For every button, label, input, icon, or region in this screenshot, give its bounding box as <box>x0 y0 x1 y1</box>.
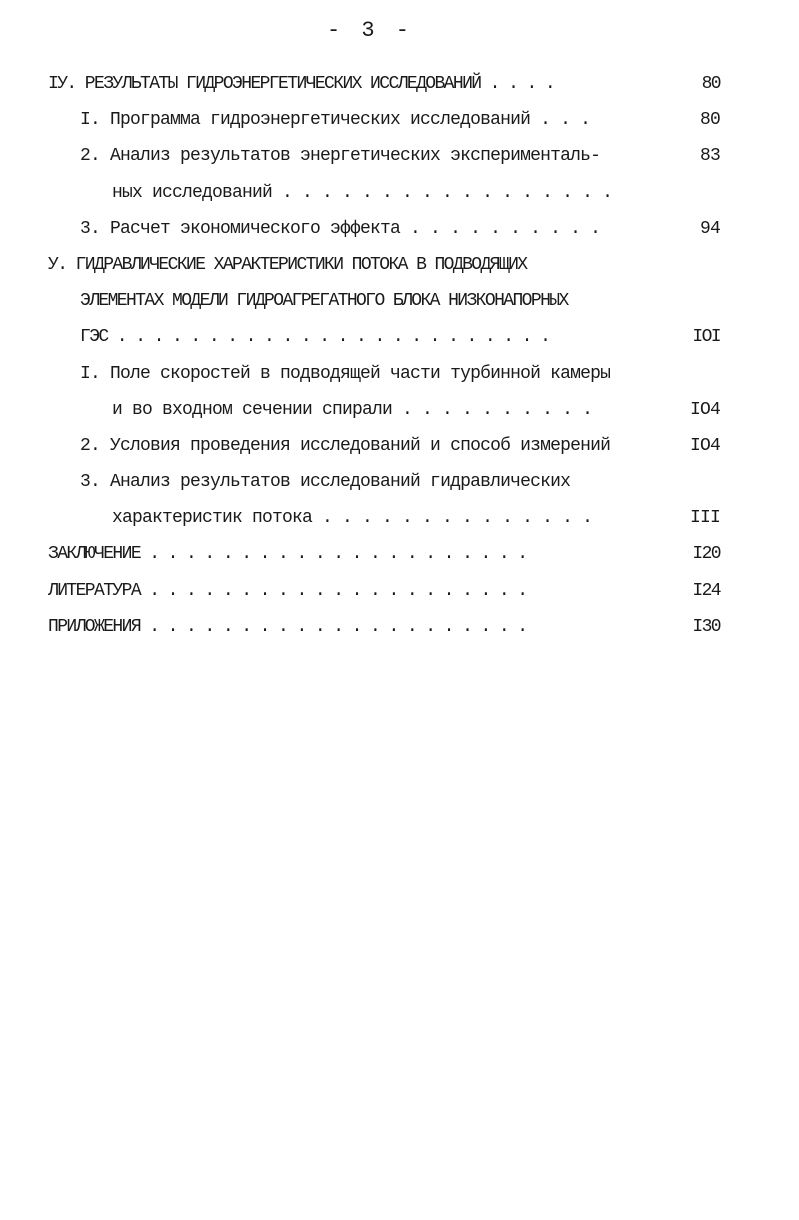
toc-entry-title: ЭЛЕМЕНТАХ МОДЕЛИ ГИДРОАГРЕГАТНОГО БЛОКА НИЗКОНАПОРНЫХ <box>80 291 568 312</box>
toc-entry-title: У. ГИДРАВЛИЧЕСКИЕ ХАРАКТЕРИСТИКИ ПОТОКА В ПОДВОДЯЩИХ <box>48 254 527 275</box>
toc-entry-title: 3. Расчет экономического эффекта . . . . . . . . . . <box>80 218 601 239</box>
table-of-contents <box>48 66 720 645</box>
page-number: - 3 - <box>326 18 413 43</box>
toc-entry-5-1-cont <box>48 392 720 428</box>
toc-entry-page: IOI <box>692 327 720 348</box>
toc-entry-title: I. Поле скоростей в подводящей части турбинной камеры <box>80 363 611 384</box>
toc-entry-page: I20 <box>692 544 720 565</box>
toc-entry-4-2-cont <box>48 175 720 211</box>
toc-entry-page: 80 <box>699 110 720 131</box>
toc-entry-section-5-cont <box>48 283 720 319</box>
toc-entry-4-2 <box>48 138 720 174</box>
toc-entry-page: I24 <box>692 580 720 601</box>
toc-entry-5-3 <box>48 464 720 500</box>
toc-entry-page: 83 <box>699 146 720 167</box>
toc-entry-4-1 <box>48 102 720 138</box>
toc-entry-title: характеристик потока . . . . . . . . . . . . . . <box>112 508 593 529</box>
toc-entry-section-5-cont2 <box>48 319 720 355</box>
toc-entry-conclusion <box>48 536 720 572</box>
toc-entry-section-4 <box>48 66 720 102</box>
toc-entry-page: III <box>689 508 720 529</box>
toc-entry-page: IO4 <box>689 435 720 456</box>
toc-entry-title: ПРИЛОЖЕНИЯ . . . . . . . . . . . . . . . . . . . . . <box>48 616 527 637</box>
toc-entry-title: 2. Условия проведения исследований и способ измерений <box>80 435 611 456</box>
toc-entry-5-3-cont <box>48 500 720 536</box>
toc-entry-section-5 <box>48 247 720 283</box>
toc-entry-4-3 <box>48 211 720 247</box>
toc-entry-title: ЗАКЛЮЧЕНИЕ . . . . . . . . . . . . . . . . . . . . . <box>48 544 527 565</box>
toc-entry-page: 94 <box>699 218 720 239</box>
toc-entry-page: IO4 <box>689 399 720 420</box>
toc-entry-title: и во входном сечении спирали . . . . . . . . . . <box>112 399 593 420</box>
toc-entry-title: 2. Анализ результатов энергетических эксперименталь- <box>80 146 601 167</box>
toc-entry-title: 3. Анализ результатов исследований гидравлических <box>80 472 571 493</box>
toc-entry-title: ГЭС . . . . . . . . . . . . . . . . . . . . . . . . <box>80 327 550 348</box>
toc-entry-page: 80 <box>701 74 720 94</box>
toc-entry-5-1 <box>48 356 720 392</box>
toc-entry-title: ных исследований . . . . . . . . . . . . . . . . . <box>112 182 613 203</box>
toc-entry-5-2 <box>48 428 720 464</box>
toc-entry-title: I. Программа гидроэнергетических исследований . . . <box>80 110 591 131</box>
toc-entry-literature <box>48 573 720 609</box>
toc-entry-page: I30 <box>692 616 720 637</box>
toc-entry-title: ЛИТЕРАТУРА . . . . . . . . . . . . . . . . . . . . . <box>48 580 527 601</box>
toc-entry-appendices <box>48 609 720 645</box>
toc-entry-title: IУ. РЕЗУЛЬТАТЫ ГИДРОЭНЕРГЕТИЧЕСКИХ ИССЛЕДОВАНИЙ . . . . <box>48 74 555 94</box>
